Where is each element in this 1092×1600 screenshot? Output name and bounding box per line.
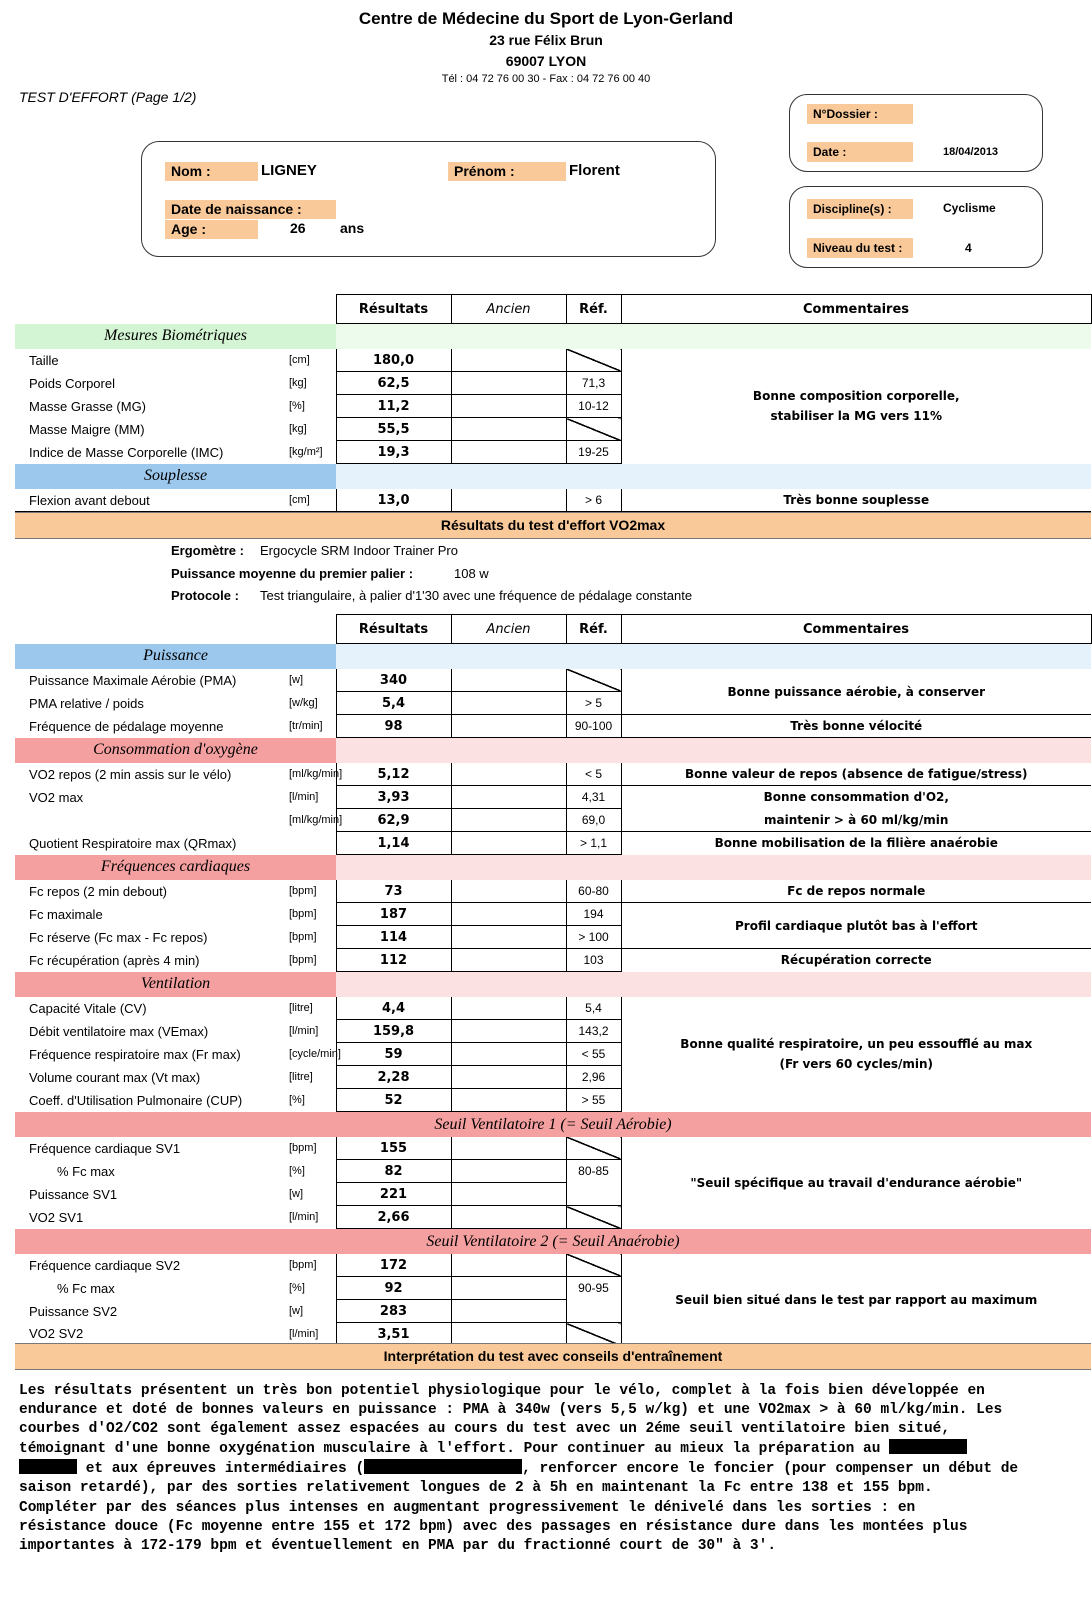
section-title: Ventilation xyxy=(15,972,336,998)
table-row: Puissance SV2 [w] 283 xyxy=(15,1300,1091,1323)
table-row: Fréquence de pédalage moyenne [tr/min] 98 90-100 Très bonne vélocité xyxy=(15,715,1091,738)
section-souplesse xyxy=(15,464,1091,490)
section-title: Souplesse xyxy=(15,464,336,490)
table-row: VO2 SV2 [l/min] 3,51 xyxy=(15,1323,1091,1346)
section-biometrie xyxy=(15,324,1091,350)
col-ref: Réf. xyxy=(566,295,621,324)
table-row: Fréquence cardiaque SV1 [bpm] 155 "Seuil spécifique au travail d'endurance aérobie" xyxy=(15,1137,1091,1160)
center-city: 69007 LYON xyxy=(505,53,587,69)
discipline-label: Discipline(s) : xyxy=(807,199,913,219)
col-ancien: Ancien xyxy=(451,295,566,324)
dossier-label: N°Dossier : xyxy=(807,104,913,124)
table-row: Puissance Maximale Aérobie (PMA) [w] 340 Bonne puissance aérobie, à conserver xyxy=(15,669,1091,692)
col-resultats: Résultats xyxy=(336,295,451,324)
table-row: % Fc max [%] 92 90-95 xyxy=(15,1277,1091,1300)
table-row: VO2 SV1 [l/min] 2,66 xyxy=(15,1206,1091,1229)
effort-table xyxy=(15,614,1092,1345)
nom-value: LIGNEY xyxy=(261,162,317,179)
vo2-results-band: Résultats du test d'effort VO2max xyxy=(15,512,1091,539)
table-row: VO2 max [l/min] 3,93 4,31 Bonne consommation d'O2, xyxy=(15,786,1091,809)
prenom-label: Prénom : xyxy=(448,162,566,181)
center-name: Centre de Médecine du Sport de Lyon-Gerland xyxy=(358,9,734,28)
section-ventilation xyxy=(15,972,1091,998)
redacted-block xyxy=(364,1459,522,1474)
doc-title: TEST D'EFFORT (Page 1/2) xyxy=(19,89,197,105)
protocole-line: Protocole : Test triangulaire, à palier d'1'30 avec une fréquence de pédalage constante xyxy=(171,588,693,603)
section-title: Fréquences cardiaques xyxy=(15,855,336,881)
patient-box xyxy=(141,141,716,257)
nom-label: Nom : xyxy=(165,162,258,181)
table-row: Capacité Vitale (CV) [litre] 4,4 5,4 Bonne qualité respiratoire, un peu essoufflé au max (Fr vers 60 cycles/min) xyxy=(15,997,1091,1020)
table-row: Masse Grasse (MG) [%] 11,2 10-12 xyxy=(15,395,1091,418)
redacted-block xyxy=(19,1459,77,1474)
puissance-line: Puissance moyenne du premier palier : 108 w xyxy=(171,566,489,581)
section-puissance xyxy=(15,644,1091,670)
column-header-row xyxy=(15,295,1091,324)
table-row: [ml/kg/min] 62,9 69,0 maintenir > à 60 ml/kg/min xyxy=(15,809,1091,832)
age-value: 26 xyxy=(290,220,306,236)
table-row: Fc récupération (après 4 min) [bpm] 112 103 Récupération correcte xyxy=(15,949,1091,972)
date-label: Date : xyxy=(807,142,913,162)
redacted-block xyxy=(889,1439,967,1454)
table-row: VO2 repos (2 min assis sur le vélo) [ml/kg/min] 5,12 < 5 Bonne valeur de repos (absence de fatigue/stress) xyxy=(15,763,1091,786)
table-row: Fc repos (2 min debout) [bpm] 73 60-80 Fc de repos normale xyxy=(15,880,1091,903)
table-row: Taille [cm] 180,0 Bonne composition corporelle, stabiliser la MG vers 11% xyxy=(15,349,1091,372)
section-title: Mesures Biométriques xyxy=(15,324,336,350)
section-conso xyxy=(15,738,1091,764)
table-row: Puissance SV1 [w] 221 xyxy=(15,1183,1091,1206)
table-row: Poids Corporel [kg] 62,5 71,3 xyxy=(15,372,1091,395)
section-title: Seuil Ventilatoire 2 (= Seuil Anaérobie) xyxy=(15,1229,1091,1255)
discipline-value: Cyclisme xyxy=(943,201,996,215)
ventilation-comment: Bonne qualité respiratoire, un peu essoufflé au max (Fr vers 60 cycles/min) xyxy=(680,1037,1033,1072)
table-row: Masse Maigre (MM) [kg] 55,5 xyxy=(15,418,1091,441)
interpretation-text: Les résultats présentent un très bon potentiel physiologique pour le vélo, complet à la fois bien développée en endurance et doté de bonnes valeurs en puissance : PMA à 340w (vers 5,5 w/kg) et une VO2max > à 60 ml/kg/min. Les courbes d'O2/CO2 sont également assez espacées au cours du test avec un 2éme seuil ventilatoire bien situé, témoignant d'une bonne oxygénation musculaire à l'effort. Pour continuer au mieux la préparation au et aux épreuves intermédiaires ( , renforcer encore le foncier (pour compenser un début de saison retardé), par des sorties relativement longues de 2 à 5h en maintenant la Fc entre 138 et 155 bpm. Compléter par des séances plus intenses en augmentant progressivement le dénivelé dans les sorties : en résistance douce (Fc moyenne entre 155 et 172 bpm) avec des passages en résistance dure dans les montées plus importantes à 172-179 bpm et éventuellement en PMA par du fractionné court de 30" à 3'. xyxy=(19,1383,1019,1554)
date-value: 18/04/2013 xyxy=(943,146,999,158)
table-row: Débit ventilatoire max (VEmax) [l/min] 159,8 143,2 xyxy=(15,1020,1091,1043)
section-fc xyxy=(15,855,1091,881)
column-header-row: Résultats Ancien Réf. Commentaires xyxy=(15,615,1091,644)
center-phone: Tél : 04 72 76 00 30 - Fax : 04 72 76 00 40 xyxy=(441,73,651,85)
biometrics-table xyxy=(15,294,1092,512)
prenom-value: Florent xyxy=(569,162,620,179)
center-street: 23 rue Félix Brun xyxy=(489,32,603,48)
table-row: Flexion avant debout [cm] 13,0 > 6 Très bonne souplesse xyxy=(15,489,1091,512)
ergometre-line: Ergomètre : Ergocycle SRM Indoor Trainer Pro xyxy=(171,543,458,558)
table-row: Indice de Masse Corporelle (IMC) [kg/m²] 19,3 19-25 xyxy=(15,441,1091,464)
section-sv2 xyxy=(15,1229,1091,1255)
table-row: PMA relative / poids [w/kg] 5,4 > 5 xyxy=(15,692,1091,715)
table-row: Fc réserve (Fc max - Fc repos) [bpm] 114 > 100 xyxy=(15,926,1091,949)
table-row: Fréquence cardiaque SV2 [bpm] 172 Seuil bien situé dans le test par rapport au maximum xyxy=(15,1254,1091,1277)
section-title: Consommation d'oxygène xyxy=(15,738,336,764)
interpretation-band: Interprétation du test avec conseils d'entraînement xyxy=(15,1343,1091,1370)
table-row: % Fc max [%] 82 80-85 xyxy=(15,1160,1091,1183)
section-sv1 xyxy=(15,1112,1091,1138)
table-row: Fc maximale [bpm] 187 194 Profil cardiaque plutôt bas à l'effort xyxy=(15,903,1091,926)
section-title: Seuil Ventilatoire 1 (= Seuil Aérobie) xyxy=(15,1112,1091,1138)
section-title: Puissance xyxy=(15,644,336,670)
table-row: Fréquence respiratoire max (Fr max) [cycle/min] 59 < 55 xyxy=(15,1043,1091,1066)
col-commentaires: Commentaires xyxy=(621,295,1091,324)
age-label: Age : xyxy=(165,220,258,239)
age-unit: ans xyxy=(340,220,365,236)
bio-comment: Bonne composition corporelle, stabiliser la MG vers 11% xyxy=(752,389,960,424)
naissance-label: Date de naissance : xyxy=(165,200,336,219)
niveau-value: 4 xyxy=(965,241,972,255)
table-row: Quotient Respiratoire max (QRmax) 1,14 > 1,1 Bonne mobilisation de la filière anaérobie xyxy=(15,832,1091,855)
table-row: Volume courant max (Vt max) [litre] 2,28 2,96 xyxy=(15,1066,1091,1089)
table-row: Coeff. d'Utilisation Pulmonaire (CUP) [%] 52 > 55 xyxy=(15,1089,1091,1112)
niveau-label: Niveau du test : xyxy=(807,238,913,258)
